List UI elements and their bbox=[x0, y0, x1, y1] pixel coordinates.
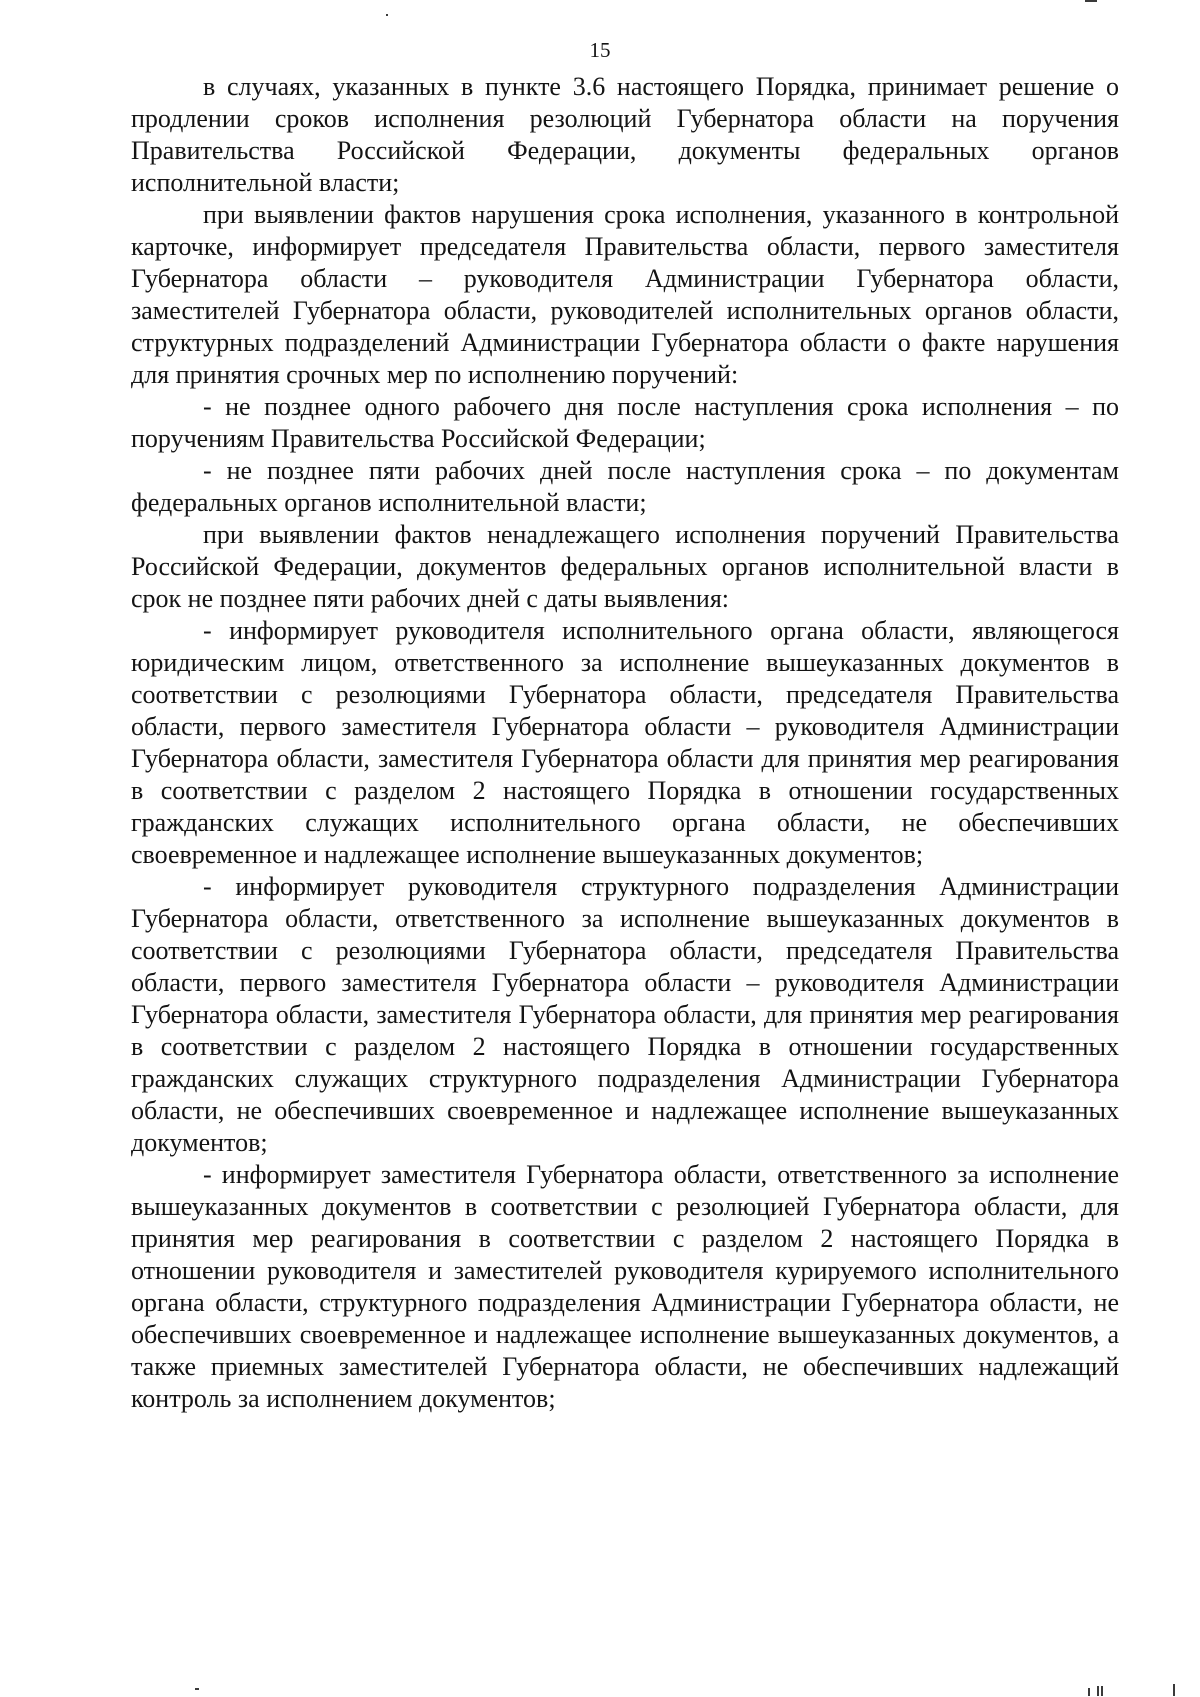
document-body bbox=[131, 71, 1119, 1415]
scan-mark-bottom-right-4 bbox=[1173, 1684, 1175, 1696]
scan-mark-bottom-right-3 bbox=[1101, 1686, 1103, 1696]
paragraph-deadline-violation: при выявлении фактов нарушения срока исполнения, указанного в контрольной карточке, информирует председателя Правительства области, первого заместителя Губернатора области – руководителя Администрации Губернатора области, заместителей Губернатора области, руководителей исполнительных органов области, структурных подразделений Администрации Губернатора области о факте нарушения для принятия срочных мер по исполнению поручений: bbox=[131, 200, 1119, 389]
page-number: 15 bbox=[589, 38, 611, 62]
scan-mark-bottom-right-2 bbox=[1097, 1686, 1099, 1696]
scan-mark-top-right bbox=[1085, 0, 1097, 2]
list-item-inform-executive-head: - информирует руководителя исполнительного органа области, являющегося юридическим лицом, ответственного за исполнение вышеуказанных документов в соответствии с резолюциями Губернатора области, председателя Правительства области, первого заместителя Губернатора области – руководителя Администрации Губернатора области, заместителя Губернатора области для принятия мер реагирования в соответствии с разделом 2 настоящего Порядка в отношении государственных гражданских служащих исполнительного органа области, не обеспечивших своевременное и надлежащее исполнение вышеуказанных документов; bbox=[131, 616, 1119, 869]
paragraph-improper-execution: при выявлении фактов ненадлежащего исполнения поручений Правительства Российской Федерации, документов федеральных органов исполнительной власти в срок не позднее пяти рабочих дней с даты выявления: bbox=[131, 520, 1119, 613]
list-item-inform-deputy-governor: - информирует заместителя Губернатора области, ответственного за исполнение вышеуказанных документов в соответствии с резолюцией Губернатора области, для принятия мер реагирования в соответствии с разделом 2 настоящего Порядка в отношении руководителя и заместителей руководителя курируемого исполнительного органа области, структурного подразделения Администрации Губернатора области, не обеспечивших своевременное и надлежащее исполнение вышеуказанных документов, а также приемных заместителей Губернатора области, не обеспечивших надлежащий контроль за исполнением документов; bbox=[131, 1160, 1119, 1413]
scan-mark-top-center bbox=[386, 14, 388, 16]
scan-mark-bottom-right-1 bbox=[1088, 1688, 1090, 1696]
paragraph-extension-decision: в случаях, указанных в пункте 3.6 настоящего Порядка, принимает решение о продлении сроков исполнения резолюций Губернатора области на поручения Правительства Российской Федерации, документы федеральных органов исполнительной власти; bbox=[131, 72, 1119, 197]
list-item-five-days: - не позднее пяти рабочих дней после наступления срока – по документам федеральных органов исполнительной власти; bbox=[131, 456, 1119, 517]
list-item-one-day: - не позднее одного рабочего дня после наступления срока исполнения – по поручениям Правительства Российской Федерации; bbox=[131, 392, 1119, 453]
scan-mark-bottom-left bbox=[195, 1688, 199, 1690]
list-item-inform-division-head: - информирует руководителя структурного подразделения Администрации Губернатора области, ответственного за исполнение вышеуказанных документов в соответствии с резолюциями Губернатора области, председателя Правительства области, первого заместителя Губернатора области – руководителя Администрации Губернатора области, заместителя Губернатора области, для принятия мер реагирования в соответствии с разделом 2 настоящего Порядка в отношении государственных гражданских служащих структурного подразделения Администрации Губернатора области, не обеспечивших своевременное и надлежащее исполнение вышеуказанных документов; bbox=[131, 872, 1119, 1157]
